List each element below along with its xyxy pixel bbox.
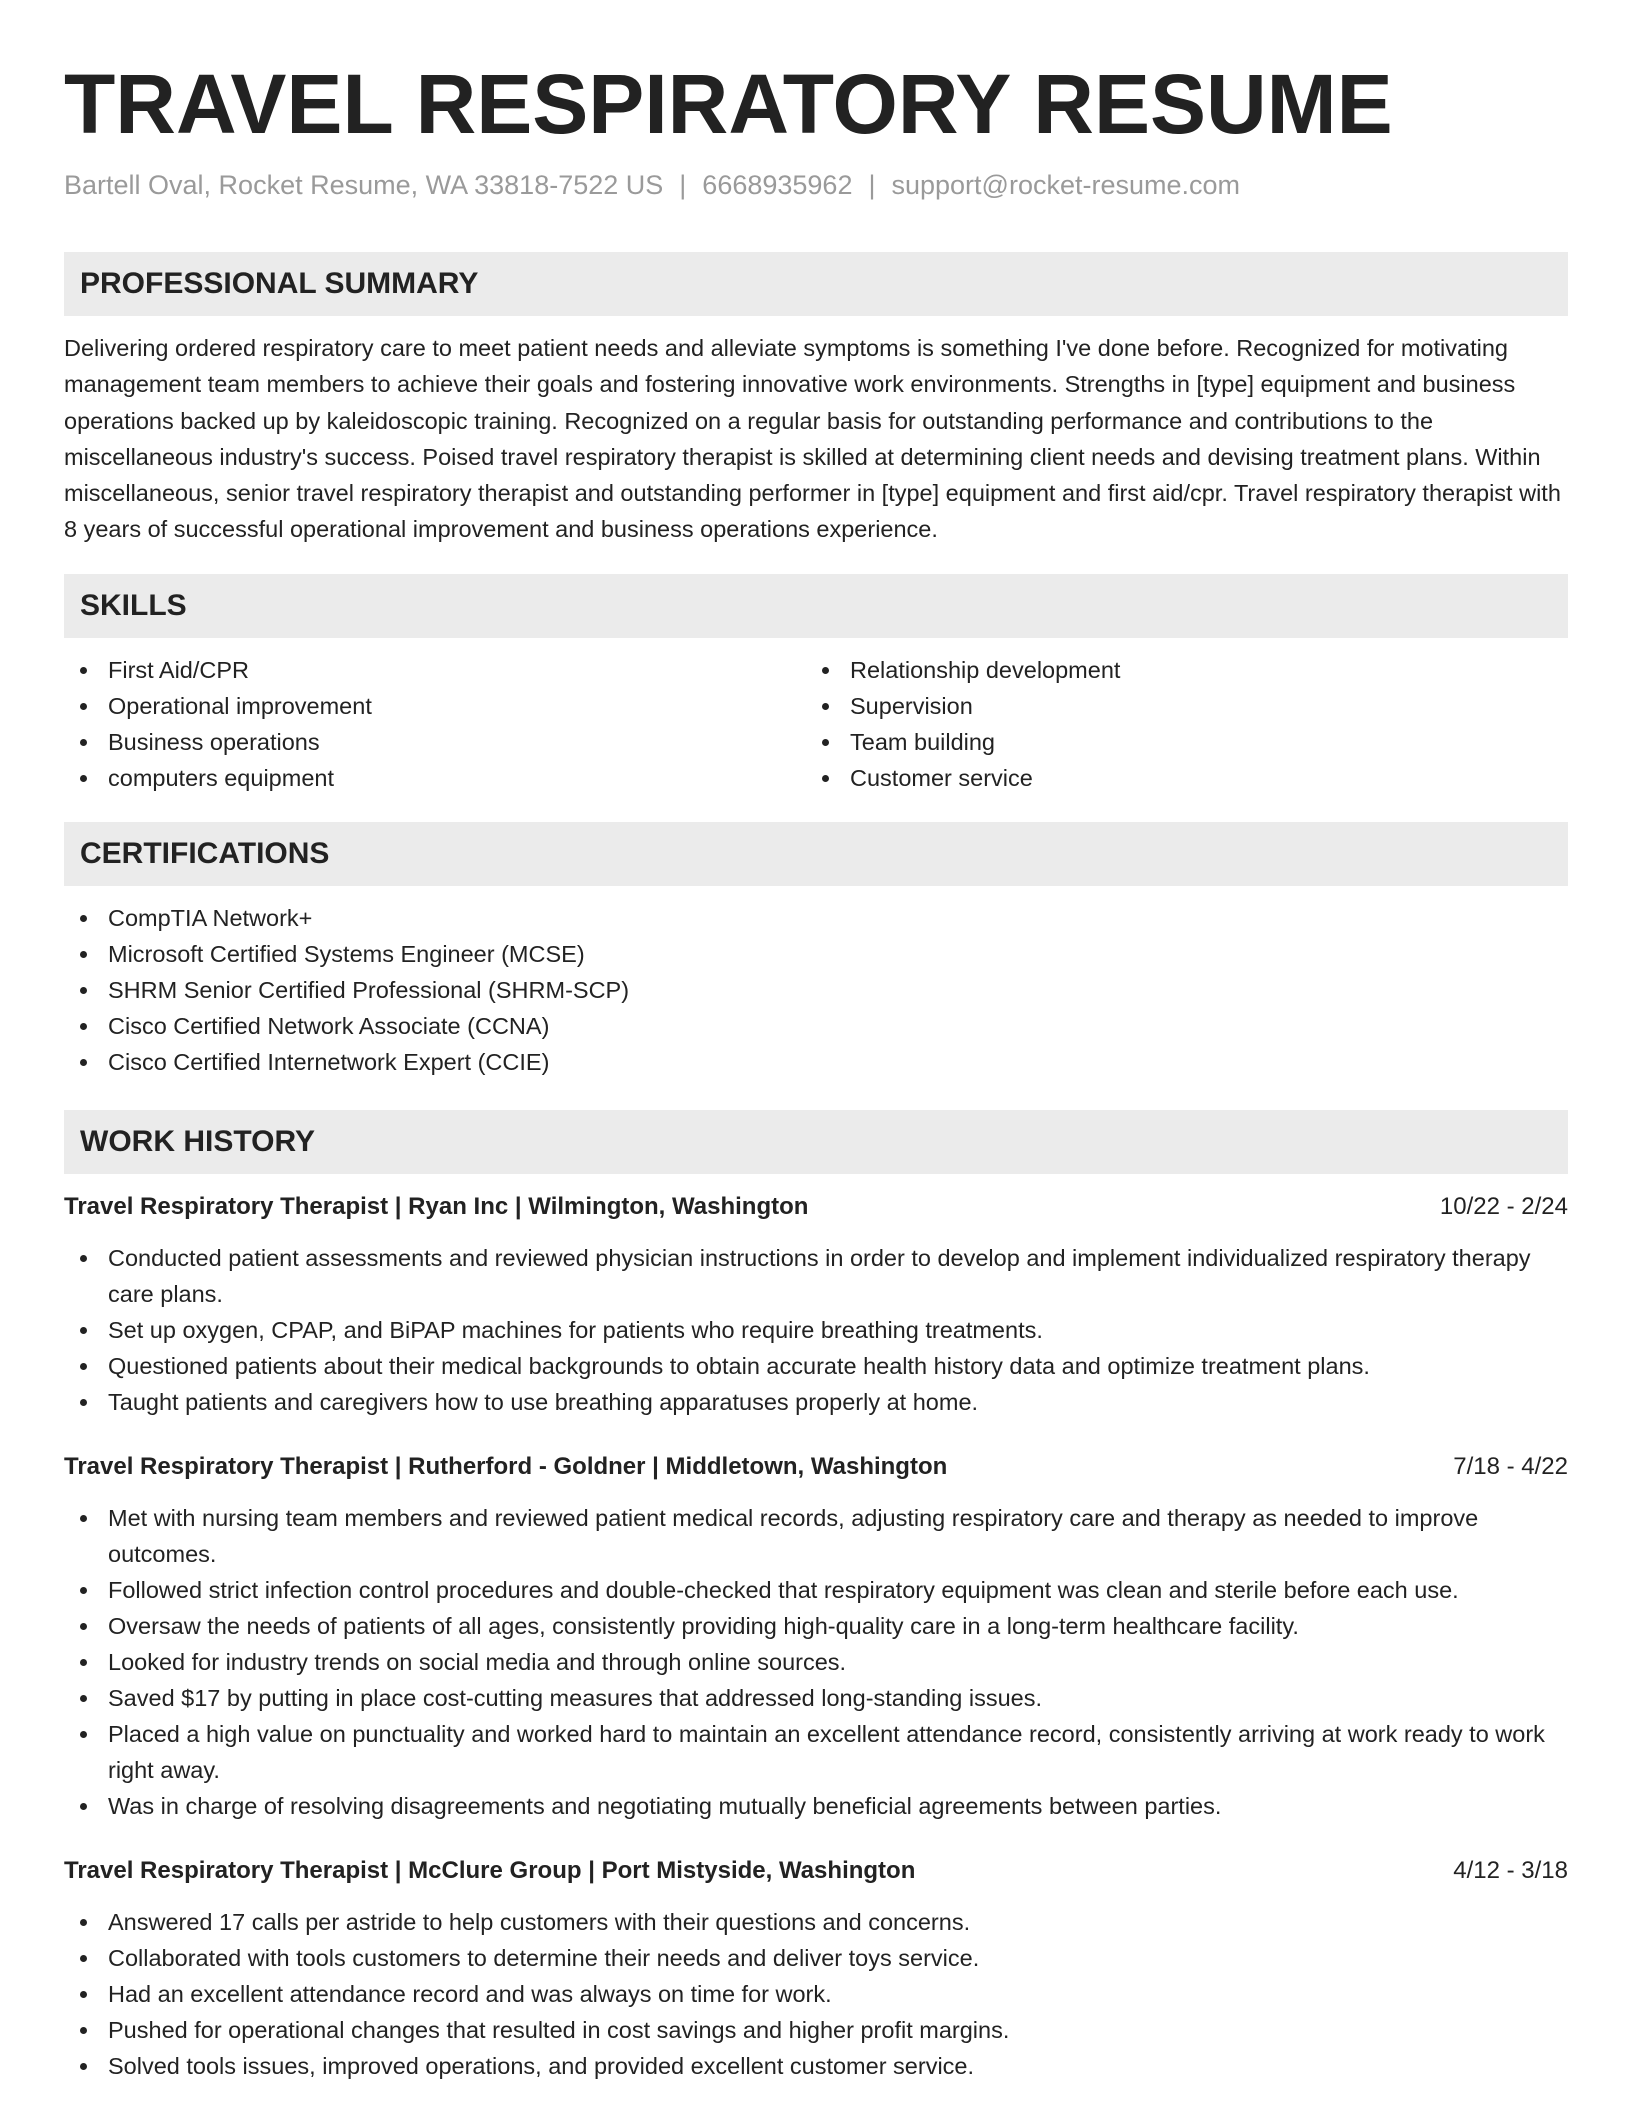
- skill-item: Team building: [806, 724, 1548, 760]
- skills-section: [64, 574, 1568, 796]
- certification-item: CompTIA Network+: [64, 900, 1568, 936]
- resume-page: [64, 54, 1568, 2084]
- job-bullet: Solved tools issues, improved operations, and provided excellent customer service.: [64, 2048, 1568, 2084]
- job-bullets: [64, 1500, 1568, 1824]
- job-bullets: [64, 1240, 1568, 1420]
- certifications-list: [64, 900, 1568, 1080]
- job-bullet: Saved $17 by putting in place cost-cutting measures that addressed long-standing issues.: [64, 1680, 1568, 1716]
- job-entry: [64, 1190, 1568, 1420]
- skill-item: First Aid/CPR: [64, 652, 806, 688]
- job-title: Travel Respiratory Therapist | Rutherford - Goldner | Middletown, Washington: [64, 1452, 948, 1480]
- contact-phone: 6668935962: [702, 170, 853, 200]
- job-bullet: Taught patients and caregivers how to use breathing apparatuses properly at home.: [64, 1384, 1568, 1420]
- job-bullet: Oversaw the needs of patients of all ages, consistently providing high-quality care in a long-term healthcare facility.: [64, 1608, 1568, 1644]
- contact-separator: |: [868, 170, 876, 200]
- certifications-heading: CERTIFICATIONS: [64, 822, 1568, 886]
- skill-item: Supervision: [806, 688, 1548, 724]
- job-bullet: Was in charge of resolving disagreements and negotiating mutually beneficial agreements between parties.: [64, 1788, 1568, 1824]
- job-bullet: Placed a high value on punctuality and worked hard to maintain an excellent attendance record, consistently arriving at work ready to work right away.: [64, 1716, 1568, 1788]
- summary-text: Delivering ordered respiratory care to meet patient needs and alleviate symptoms is something I've done before. Recognized for motivating management team members to achieve their goals and fostering innovative work environments. Strengths in [type] equipment and business operations backed up by kaleidoscopic training. Recognized on a regular basis for outstanding performance and contributions to the miscellaneous industry's success. Poised travel respiratory therapist is skilled at determining client needs and devising treatment plans. Within miscellaneous, senior travel respiratory therapist and outstanding performer in [type] equipment and first aid/cpr. Travel respiratory therapist with 8 years of successful operational improvement and business operations experience.: [64, 335, 1561, 543]
- job-header: [64, 1450, 1568, 1484]
- skill-item: Business operations: [64, 724, 806, 760]
- job-title: Travel Respiratory Therapist | Ryan Inc | Wilmington, Washington: [64, 1192, 809, 1220]
- job-entry: [64, 1854, 1568, 2084]
- job-bullet: Set up oxygen, CPAP, and BiPAP machines for patients who require breathing treatments.: [64, 1312, 1568, 1348]
- job-bullet: Collaborated with tools customers to determine their needs and deliver toys service.: [64, 1940, 1568, 1976]
- skills-list-left: [64, 652, 806, 796]
- summary-heading: PROFESSIONAL SUMMARY: [64, 252, 1568, 316]
- certification-item: Microsoft Certified Systems Engineer (MCSE): [64, 936, 1568, 972]
- job-bullets: [64, 1904, 1568, 2084]
- job-bullet: Pushed for operational changes that resulted in cost savings and higher profit margins.: [64, 2012, 1568, 2048]
- job-bullet: Met with nursing team members and reviewed patient medical records, adjusting respiratory care and therapy as needed to improve outcomes.: [64, 1500, 1568, 1572]
- skill-item: Operational improvement: [64, 688, 806, 724]
- contact-address: Bartell Oval, Rocket Resume, WA 33818-7522 US: [64, 170, 664, 200]
- skills-grid: [64, 652, 1568, 796]
- job-bullet: Looked for industry trends on social media and through online sources.: [64, 1644, 1568, 1680]
- work-history-heading: WORK HISTORY: [64, 1110, 1568, 1174]
- job-entry: [64, 1450, 1568, 1824]
- contact-separator: |: [679, 170, 687, 200]
- summary-section: [64, 252, 1568, 548]
- certifications-section: [64, 822, 1568, 1080]
- contact-email[interactable]: support@rocket-resume.com: [891, 170, 1241, 200]
- skill-item: Relationship development: [806, 652, 1548, 688]
- job-dates: 4/12 - 3/18: [1453, 1856, 1568, 1884]
- skill-item: computers equipment: [64, 760, 806, 796]
- job-bullet: Conducted patient assessments and reviewed physician instructions in order to develop and implement individualized respiratory therapy care plans.: [64, 1240, 1568, 1312]
- job-bullet: Answered 17 calls per astride to help customers with their questions and concerns.: [64, 1904, 1568, 1940]
- job-header: [64, 1854, 1568, 1888]
- job-header: [64, 1190, 1568, 1224]
- job-dates: 7/18 - 4/22: [1453, 1452, 1568, 1480]
- certification-item: Cisco Certified Network Associate (CCNA): [64, 1008, 1568, 1044]
- resume-title: TRAVEL RESPIRATORY RESUME: [64, 57, 1393, 151]
- job-dates: 10/22 - 2/24: [1439, 1192, 1568, 1220]
- job-bullet: Followed strict infection control procedures and double-checked that respiratory equipment was clean and sterile before each use.: [64, 1572, 1568, 1608]
- skill-item: Customer service: [806, 760, 1548, 796]
- job-bullet: Questioned patients about their medical backgrounds to obtain accurate health history data and optimize treatment plans.: [64, 1348, 1568, 1384]
- skills-heading: SKILLS: [64, 574, 1568, 638]
- skills-list-right: [806, 652, 1548, 796]
- work-history-section: [64, 1110, 1568, 2084]
- certification-item: SHRM Senior Certified Professional (SHRM-SCP): [64, 972, 1568, 1008]
- job-bullet: Had an excellent attendance record and was always on time for work.: [64, 1976, 1568, 2012]
- job-title: Travel Respiratory Therapist | McClure Group | Port Mistyside, Washington: [64, 1856, 916, 1884]
- contact-line: [64, 168, 1568, 202]
- certification-item: Cisco Certified Internetwork Expert (CCIE): [64, 1044, 1568, 1080]
